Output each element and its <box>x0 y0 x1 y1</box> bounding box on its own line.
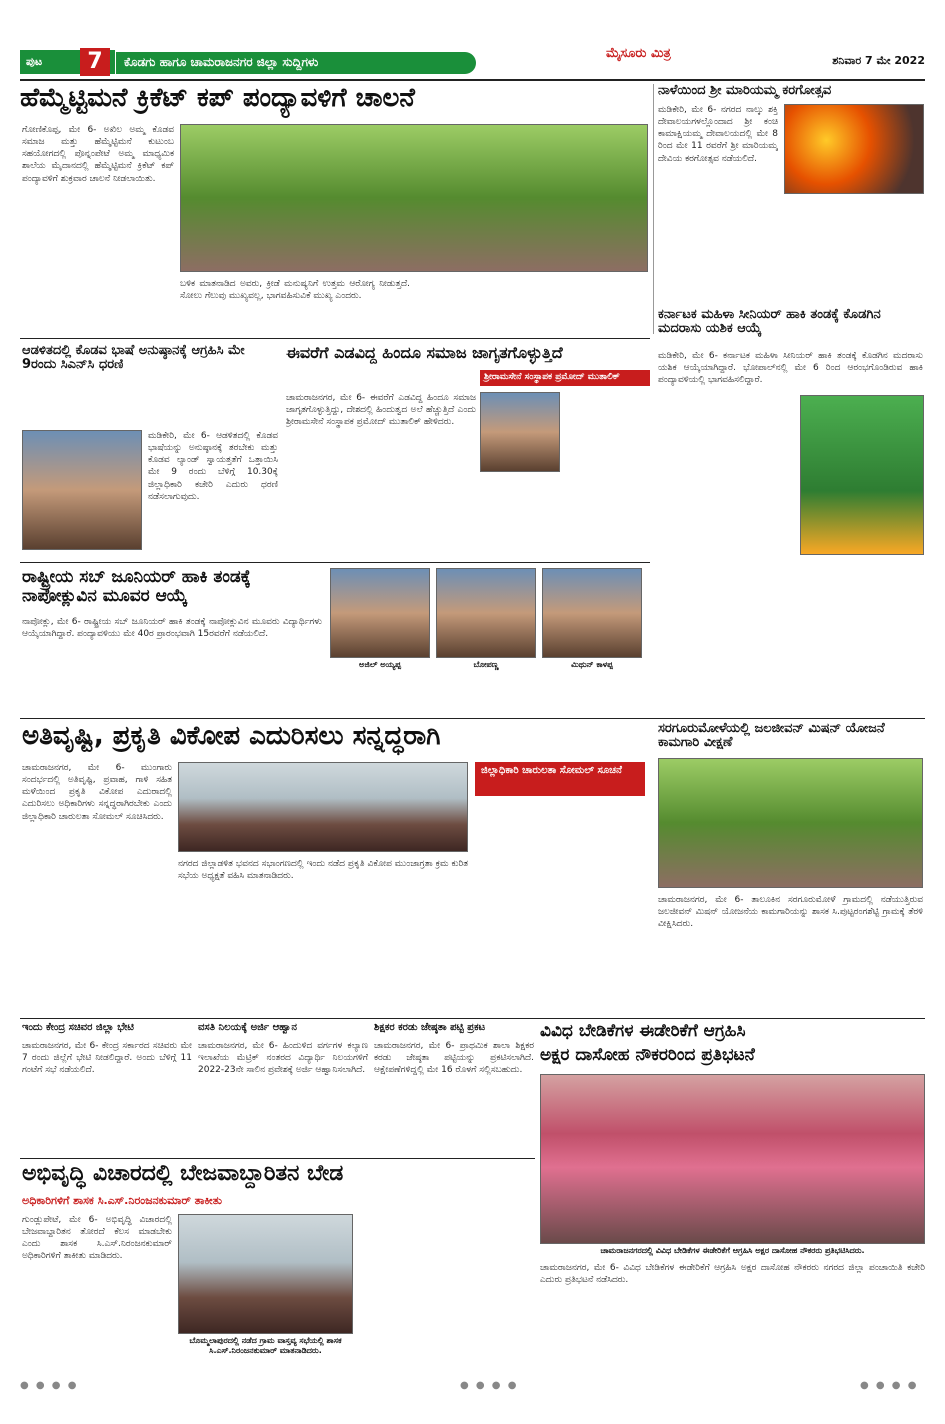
divider <box>20 562 650 563</box>
rain-tag: ಜಿಲ್ಲಾಧಿಕಾರಿ ಚಾರುಲತಾ ಸೋಮಲ್ ಸೂಚನೆ <box>475 762 645 796</box>
registration-marks: ● ● ● ● <box>860 1380 919 1391</box>
player-caption: ಅಜಿಲ್ ಅಯ್ಯಪ್ಪ <box>359 660 401 669</box>
teacher-body: ಚಾಮರಾಜನಗರ, ಮೇ 6- ಪ್ರಾಥಮಿಕ ಶಾಲಾ ಶಿಕ್ಷಕರ ಕರಡು ಜೇಷ್ಠತಾ ಪಟ್ಟಿಯನ್ನು ಪ್ರಕಟಿಸಲಾಗಿದೆ. ಆಕ್ಷೇಪಣೆಗಳಿದ್ದಲ್ಲಿ ಮೇ 16 ರೊಳಗೆ ಸಲ್ಲಿಸಬಹುದು. <box>374 1041 534 1076</box>
hindu-subhead: ಶ್ರೀರಾಮಸೇನೆ ಸಂಸ್ಥಾಪಕ ಪ್ರಮೋದ್ ಮುತಾಲಿಕ್ <box>480 370 650 386</box>
development-headline: ಅಭಿವೃದ್ಧಿ ವಿಚಾರದಲ್ಲಿ ಬೇಜವಾಬ್ದಾರಿತನ ಬೇಡ <box>22 1161 344 1186</box>
rain-body-2: ನಗರದ ಜಿಲ್ಲಾಡಳಿತ ಭವನದ ಸಭಾಂಗಣದಲ್ಲಿ ಇಂದು ನಡೆದ ಪ್ರಕೃತಿ ವಿಕೋಪ ಮುಂಜಾಗ್ರತಾ ಕ್ರಮ ಕುರಿತ ಸಭೆಯ ಅಧ್ಯಕ್ಷತೆ ವಹಿಸಿ ಮಾತನಾಡಿದರು. <box>178 859 468 882</box>
cricket-body-2: ಬಳಿಕ ಮಾತನಾಡಿದ ಅವರು, ಕ್ರೀಡೆ ಮನುಷ್ಯನಿಗೆ ಉತ್ತಮ ಆರೋಗ್ಯ ನೀಡುತ್ತದೆ. ಸೋಲು ಗೆಲುವು ಮುಖ್ಯವಲ್ಲ, ಭಾಗವಹಿಸುವಿಕೆ ಮುಖ್ಯ ಎಂದರು. <box>180 279 410 302</box>
mutalik-photo <box>480 392 560 472</box>
development-caption: ಬೊಮ್ಮಲಾಪುರದಲ್ಲಿ ನಡೆದ ಗ್ರಾಮ ವಾಸ್ತವ್ಯ ಸಭೆಯಲ್ಲಿ ಶಾಸಕ ಸಿ.ಎಸ್.ನಿರಂಜನಕುಮಾರ್ ಮಾತನಾಡಿದರು. <box>189 1336 342 1355</box>
paper-name: ಮೈಸೂರು ಮಿತ್ರ <box>606 46 671 61</box>
rain-photo <box>178 762 468 852</box>
player-photo <box>542 568 642 658</box>
divider <box>20 1158 535 1159</box>
national-hockey-body: ನಾಪೋಕ್ಲು, ಮೇ 6- ರಾಷ್ಟ್ರೀಯ ಸಬ್ ಜೂನಿಯರ್ ಹಾಕಿ ತಂಡಕ್ಕೆ ನಾಪೋಕ್ಲುವಿನ ಮೂವರು ವಿದ್ಯಾರ್ಥಿಗಳು ಆಯ್ಕೆಯಾಗಿದ್ದಾರೆ. ಪಂದ್ಯಾವಳಿಯು ಮೇ 40ರ ಪ್ರಾರಂಭವಾಗಿ 15ರವರೆಗೆ ನಡೆಯಲಿದೆ. <box>22 617 322 640</box>
mariyamma-body: ಮಡಿಕೇರಿ, ಮೇ 6- ನಗರದ ನಾಲ್ಕು ಶಕ್ತಿ ದೇವಾಲಯಗಳಲ್ಲೊಂದಾದ ಶ್ರೀ ಕಂಚಿ ಕಾಮಾಕ್ಷಿಯಮ್ಮ ದೇವಾಲಯದಲ್ಲಿ ಮೇ 8 ರಿಂದ ಮೇ 11 ರವರೆಗೆ ಶ್ರೀ ಮಾರಿಯಮ್ಮ ದೇವಿಯ ಕರಗೋತ್ಸವ ನಡೆಯಲಿದೆ. <box>658 105 778 164</box>
akshara-caption: ಚಾಮರಾಜನಗರದಲ್ಲಿ ವಿವಿಧ ಬೇಡಿಕೆಗಳ ಈಡೇರಿಕೆಗೆ ಆಗ್ರಹಿಸಿ ಅಕ್ಷರ ದಾಸೋಹ ನೌಕರರು ಪ್ರತಿಭಟಿಸಿದರು. <box>600 1246 865 1255</box>
registration-marks: ● ● ● ● <box>20 1380 79 1391</box>
akshara-headline-2: ಅಕ್ಷರ ದಾಸೋಹ ನೌಕರರಿಂದ ಪ್ರತಿಭಟನೆ <box>540 1045 755 1065</box>
hindu-headline: ಈವರೆಗೆ ಎಡವಿದ್ದ ಹಿಂದೂ ಸಮಾಜ ಜಾಗೃತಗೊಳ್ಳುತ್ತಿದೆ <box>286 343 563 362</box>
kodava-headline: ಆಡಳಿತದಲ್ಲಿ ಕೊಡವ ಭಾಷೆ ಅನುಷ್ಠಾನಕ್ಕೆ ಆಗ್ರಹಿಸಿ ಮೇ 9ರಂದು ಸಿಎನ್‌ಸಿ ಧರಣಿ <box>22 343 245 373</box>
kodava-body: ಮಡಿಕೇರಿ, ಮೇ 6- ಆಡಳಿತದಲ್ಲಿ ಕೊಡವ ಭಾಷೆಯನ್ನು ಅನುಷ್ಠಾನಕ್ಕೆ ತರಬೇಕು ಮತ್ತು ಕೊಡವ ಲ್ಯಾಂಡ್ ಸ್ವಾಯತ್ತತೆಗೆ ಒತ್ತಾಯಿಸಿ ಮೇ 9 ರಂದು ಬೆಳಿಗ್ಗೆ 10.30ಕ್ಕೆ ಜಿಲ್ಲಾಧಿಕಾರಿ ಕಚೇರಿ ಎದುರು ಧರಣಿ ನಡೆಸಲಾಗುವುದು. <box>148 431 278 502</box>
teacher-headline: ಶಿಕ್ಷಕರ ಕರಡು ಜೇಷ್ಠತಾ ಪಟ್ಟಿ ಪ್ರಕಟ <box>374 1022 486 1033</box>
akshara-headline-1: ವಿವಿಧ ಬೇಡಿಕೆಗಳ ಈಡೇರಿಕೆಗೆ ಆಗ್ರಹಿಸಿ <box>540 1021 746 1041</box>
page-label: ಪುಟ <box>20 50 115 74</box>
player-caption: ಬೋಪಣ್ಣ <box>473 660 499 669</box>
national-hockey-headline: ರಾಷ್ಟ್ರೀಯ ಸಬ್ ಜೂನಿಯರ್ ಹಾಕಿ ತಂಡಕ್ಕೆ ನಾಪೋಕ್ಲುವಿನ ಮೂವರ ಆಯ್ಕೆ <box>22 567 251 606</box>
cricket-photo <box>180 124 648 272</box>
player-caption: ಮಿಥುನ್ ಕಾಳಪ್ಪ <box>571 660 613 669</box>
divider <box>653 84 654 334</box>
central-team-body: ಚಾಮರಾಜನಗರ, ಮೇ 6- ಕೇಂದ್ರ ಸರ್ಕಾರದ ಸಚಿವರು ಮೇ 7 ರಂದು ಜಿಲ್ಲೆಗೆ ಭೇಟಿ ನೀಡಲಿದ್ದಾರೆ. ಅಂದು ಬೆಳಿಗ್ಗೆ 11 ಗಂಟೆಗೆ ಸಭೆ ನಡೆಯಲಿದೆ. <box>22 1041 192 1076</box>
rain-headline: ಅತಿವೃಷ್ಟಿ, ಪ್ರಕೃತಿ ವಿಕೋಪ ಎದುರಿಸಲು ಸನ್ನದ್ಧರಾಗಿ <box>22 721 441 751</box>
rain-body: ಚಾಮರಾಜನಗರ, ಮೇ 6- ಮುಂಗಾರು ಸಂದರ್ಭದಲ್ಲಿ ಅತಿವೃಷ್ಟಿ, ಪ್ರವಾಹ, ಗಾಳಿ ಸಹಿತ ಮಳೆಯಿಂದ ಪ್ರಕೃತಿ ವಿಕೋಪ ಎದುರಾದಲ್ಲಿ ಎದುರಿಸಲು ಅಧಿಕಾರಿಗಳು ಸನ್ನದ್ಧರಾಗಿರಬೇಕು ಎಂದು ಜಿಲ್ಲಾಧಿಕಾರಿ ಚಾರುಲತಾ ಸೋಮಲ್ ಸೂಚಿಸಿದರು. <box>22 763 172 822</box>
jaljeevan-body: ಚಾಮರಾಜನಗರ, ಮೇ 6- ತಾಲೂಕಿನ ಸರಗೂರುಮೋಳೆ ಗ್ರಾಮದಲ್ಲಿ ನಡೆಯುತ್ತಿರುವ ಜಲಜೀವನ್ ಮಿಷನ್ ಯೋಜನೆಯ ಕಾಮಗಾರಿಯನ್ನು ಶಾಸಕ ಸಿ.ಪುಟ್ಟರಂಗಶೆಟ್ಟಿ ಗ್ರಾಮಕ್ಕೆ ತೆರಳಿ ವೀಕ್ಷಿಸಿದರು. <box>658 895 923 930</box>
hostel-body: ಚಾಮರಾಜನಗರ, ಮೇ 6- ಹಿಂದುಳಿದ ವರ್ಗಗಳ ಕಲ್ಯಾಣ ಇಲಾಖೆಯ ಮೆಟ್ರಿಕ್ ನಂತರದ ವಿದ್ಯಾರ್ಥಿ ನಿಲಯಗಳಿಗೆ 2022-23ನೇ ಸಾಲಿನ ಪ್ರವೇಶಕ್ಕೆ ಅರ್ಜಿ ಆಹ್ವಾನಿಸಲಾಗಿದೆ. <box>198 1041 368 1076</box>
jaljeevan-headline: ಸರಗೂರುಮೋಳೆಯಲ್ಲಿ ಜಲಜೀವನ್ ಮಿಷನ್ ಯೋಜನೆ ಕಾಮಗಾರಿ ವೀಕ್ಷಣೆ <box>658 721 885 751</box>
player-photo <box>330 568 430 658</box>
akshara-photo <box>540 1074 925 1244</box>
jaljeevan-photo <box>658 758 923 888</box>
issue-date: ಶನಿವಾರ 7 ಮೇ 2022 <box>832 54 925 67</box>
section-title: ಕೊಡಗು ಹಾಗೂ ಚಾಮರಾಜನಗರ ಜಿಲ್ಲಾ ಸುದ್ದಿಗಳು <box>116 52 476 74</box>
kodava-photo <box>22 430 142 550</box>
development-body: ಗುಂಡ್ಲುಪೇಟೆ, ಮೇ 6- ಅಭಿವೃದ್ಧಿ ವಿಚಾರದಲ್ಲಿ ಬೇಜವಾಬ್ದಾರಿತನ ತೋರದೆ ಕೆಲಸ ಮಾಡಬೇಕು ಎಂದು ಶಾಸಕ ಸಿ.ಎಸ್.ನಿರಂಜನಕುಮಾರ್ ಅಧಿಕಾರಿಗಳಿಗೆ ತಾಕೀತು ಮಾಡಿದರು. <box>22 1215 172 1262</box>
hockey-body: ಮಡಿಕೇರಿ, ಮೇ 6- ಕರ್ನಾಟಕ ಮಹಿಳಾ ಸೀನಿಯರ್ ಹಾಕಿ ತಂಡಕ್ಕೆ ಕೊಡಗಿನ ಮದರಾಸು ಯಶಿಕ ಆಯ್ಕೆಯಾಗಿದ್ದಾರೆ. ಭೋಪಾಲ್‌ನಲ್ಲಿ ಮೇ 6 ರಿಂದ ಆರಂಭಗೊಂಡಿರುವ ಹಾಕಿ ಪಂದ್ಯಾವಳಿಯಲ್ಲಿ ಭಾಗವಹಿಸಲಿದ್ದಾರೆ. <box>658 351 923 386</box>
central-team-headline: ಇಂದು ಕೇಂದ್ರ ಸಚಿವರ ಜಿಲ್ಲಾ ಭೇಟಿ <box>22 1022 134 1033</box>
page-number: 7 <box>80 48 110 76</box>
masthead-rule <box>20 79 925 81</box>
hindu-body: ಚಾಮರಾಜನಗರ, ಮೇ 6- ಈವರೆಗೆ ಎಡವಿದ್ದ ಹಿಂದೂ ಸಮಾಜ ಜಾಗೃತಗೊಳ್ಳುತ್ತಿದ್ದು, ದೇಶದಲ್ಲಿ ಹಿಂದುತ್ವದ ಅಲೆ ಹೆಚ್ಚುತ್ತಿದೆ ಎಂದು ಶ್ರೀರಾಮಸೇನೆ ಸಂಸ್ಥಾಪಕ ಪ್ರಮೋದ್ ಮುತಾಲಿಕ್ ಹೇಳಿದರು. <box>286 393 476 428</box>
hockey-photo <box>800 395 924 555</box>
divider <box>20 1018 925 1019</box>
mariyamma-headline: ನಾಳೆಯಿಂದ ಶ್ರೀ ಮಾರಿಯಮ್ಮ ಕರಗೋತ್ಸವ <box>658 83 832 98</box>
hockey-headline: ಕರ್ನಾಟಕ ಮಹಿಳಾ ಸೀನಿಯರ್ ಹಾಕಿ ತಂಡಕ್ಕೆ ಕೊಡಗಿನ ಮದರಾಸು ಯಶಿಕ ಆಯ್ಕೆ <box>658 307 881 337</box>
akshara-body: ಚಾಮರಾಜನಗರ, ಮೇ 6- ವಿವಿಧ ಬೇಡಿಕೆಗಳ ಈಡೇರಿಕೆಗೆ ಆಗ್ರಹಿಸಿ ಅಕ್ಷರ ದಾಸೋಹ ನೌಕರರು ನಗರದ ಜಿಲ್ಲಾ ಪಂಚಾಯಿತಿ ಕಚೇರಿ ಎದುರು ಪ್ರತಿಭಟನೆ ನಡೆಸಿದರು. <box>540 1263 925 1286</box>
mariyamma-photo <box>784 104 924 194</box>
divider <box>20 338 650 339</box>
hostel-headline: ವಸತಿ ನಿಲಯಕ್ಕೆ ಅರ್ಜಿ ಆಹ್ವಾನ <box>198 1022 297 1033</box>
player-photo <box>436 568 536 658</box>
cricket-headline: ಹೆಮ್ಮೆಟ್ಟಿಮನೆ ಕ್ರಿಕೆಟ್ ಕಪ್ ಪಂದ್ಯಾವಳಿಗೆ ಚಾಲನೆ <box>20 83 415 113</box>
registration-marks: ● ● ● ● <box>460 1380 519 1391</box>
divider <box>20 718 925 719</box>
development-photo <box>178 1214 353 1334</box>
development-subhead: ಅಧಿಕಾರಿಗಳಿಗೆ ಶಾಸಕ ಸಿ.ಎಸ್.ನಿರಂಜನಕುಮಾರ್ ತಾಕೀತು <box>22 1194 223 1207</box>
cricket-body: ಗೋಣಿಕೊಪ್ಪ, ಮೇ 6- ಅಖಿಲ ಅಮ್ಮ ಕೊಡವ ಸಮಾಜ ಮತ್ತು ಹೆಮ್ಮೆಟ್ಟಿಮನೆ ಕುಟುಂಬ ಸಹಯೋಗದಲ್ಲಿ ಪೊನ್ನಂಪೇಟೆ ಅಮ್ಮ ಮಾಧ್ಯಮಿಕ ಶಾಲೆಯ ಮೈದಾನದಲ್ಲಿ ಹೆಮ್ಮೆಟ್ಟಿಮನೆ ಕ್ರಿಕೆಟ್ ಕಪ್ ಪಂದ್ಯಾವಳಿಗೆ ಶುಕ್ರವಾರ ಚಾಲನೆ ನೀಡಲಾಯಿತು. <box>22 125 174 184</box>
